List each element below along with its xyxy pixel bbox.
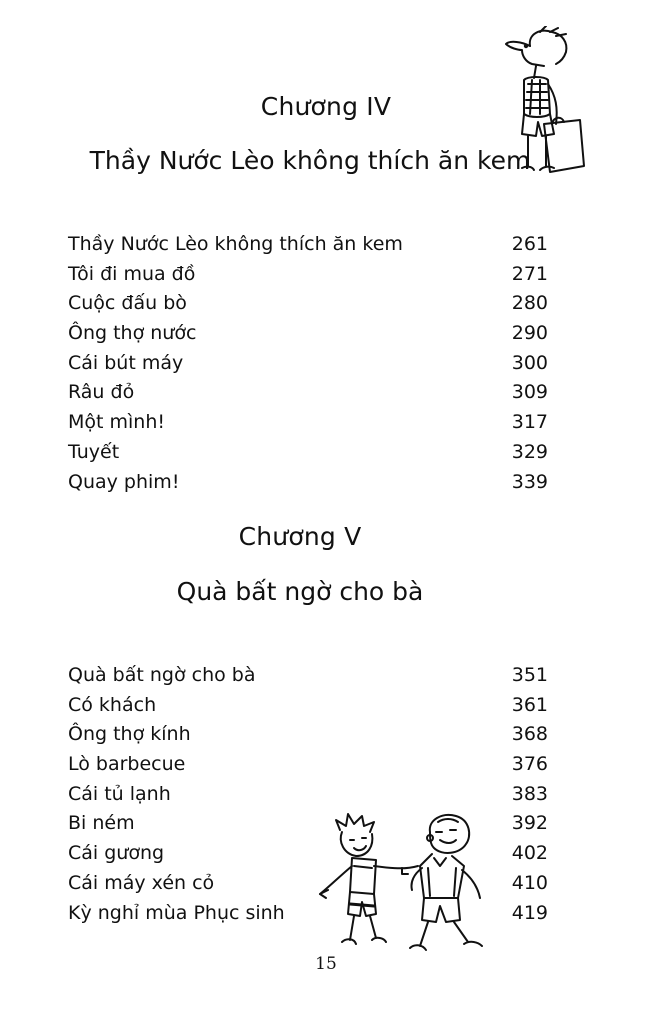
chapter-4-title: Thầy Nước Lèo không thích ăn kem [89, 146, 531, 175]
chapter-5-title: Quà bất ngờ cho bà [176, 577, 424, 606]
toc-entry-page: 368 [511, 723, 548, 746]
page-number: 15 [315, 954, 337, 974]
toc-entry[interactable] [68, 661, 548, 691]
toc-entry-title: Cái tủ lạnh [68, 782, 171, 805]
toc-entry-page: 271 [511, 262, 548, 285]
toc-entry-title: Cái máy xén cỏ [68, 871, 215, 894]
toc-entry-page: 383 [511, 782, 548, 805]
chapter-5-label: Chương V [238, 522, 362, 551]
toc-entry-page: 290 [511, 322, 548, 345]
toc-entry[interactable] [68, 230, 548, 260]
toc-entry-page: 339 [511, 470, 548, 493]
toc-entry[interactable] [68, 408, 548, 438]
toc-entry-title: Một mình! [68, 411, 165, 434]
chapter-4-label: Chương IV [260, 92, 392, 121]
toc-entry[interactable] [68, 319, 548, 349]
toc-entry-page: 280 [511, 292, 548, 315]
toc-entry-page: 317 [511, 411, 548, 434]
toc-entry-page: 410 [511, 871, 548, 894]
toc-entry[interactable] [68, 349, 548, 379]
toc-entry[interactable] [68, 468, 548, 498]
toc-entry-title: Ông thợ nước [68, 322, 197, 345]
toc-entry-title: Kỳ nghỉ mùa Phục sinh [68, 901, 285, 924]
toc-entry-page: 351 [511, 664, 548, 686]
toc-entry-title: Cuộc đấu bò [68, 292, 187, 315]
toc-entry-title: Bi ném [68, 812, 135, 835]
toc-entry-title: Ông thợ kính [68, 723, 191, 746]
toc-entry-page: 309 [511, 381, 548, 404]
toc-entry-title: Quà bất ngờ cho bà [68, 664, 256, 686]
toc-entry-page: 419 [511, 901, 548, 924]
toc-entry-title: Tuyết [68, 440, 120, 463]
toc-entry-page: 402 [511, 842, 548, 865]
toc-entry-page: 361 [511, 693, 548, 716]
toc-entry[interactable] [68, 720, 548, 750]
chapter-4-entries [68, 230, 548, 497]
toc-entry[interactable] [68, 750, 548, 780]
toc-entry-title: Quay phim! [68, 470, 180, 493]
toc-entry-title: Thầy Nước Lèo không thích ăn kem [68, 233, 403, 255]
toc-entry-page: 329 [511, 440, 548, 463]
toc-entry[interactable] [68, 691, 548, 721]
toc-entry-page: 300 [511, 351, 548, 374]
boy-with-bag-illustration [500, 26, 590, 186]
toc-entry-title: Râu đỏ [68, 381, 135, 404]
toc-entry[interactable] [68, 378, 548, 408]
toc-entry-page: 376 [511, 753, 548, 776]
toc-entry-title: Có khách [68, 693, 157, 716]
toc-entry-page: 392 [511, 812, 548, 835]
toc-entry-title: Tôi đi mua đồ [68, 262, 196, 285]
toc-entry[interactable] [68, 289, 548, 319]
toc-entry[interactable] [68, 780, 548, 810]
two-boys-walking-illustration [318, 810, 498, 960]
toc-entry-title: Cái gương [68, 842, 165, 865]
toc-entry[interactable] [68, 260, 548, 290]
toc-entry[interactable] [68, 438, 548, 468]
toc-entry-title: Cái bút máy [68, 351, 184, 374]
toc-entry-title: Lò barbecue [68, 753, 186, 776]
toc-entry-page: 261 [511, 233, 548, 255]
